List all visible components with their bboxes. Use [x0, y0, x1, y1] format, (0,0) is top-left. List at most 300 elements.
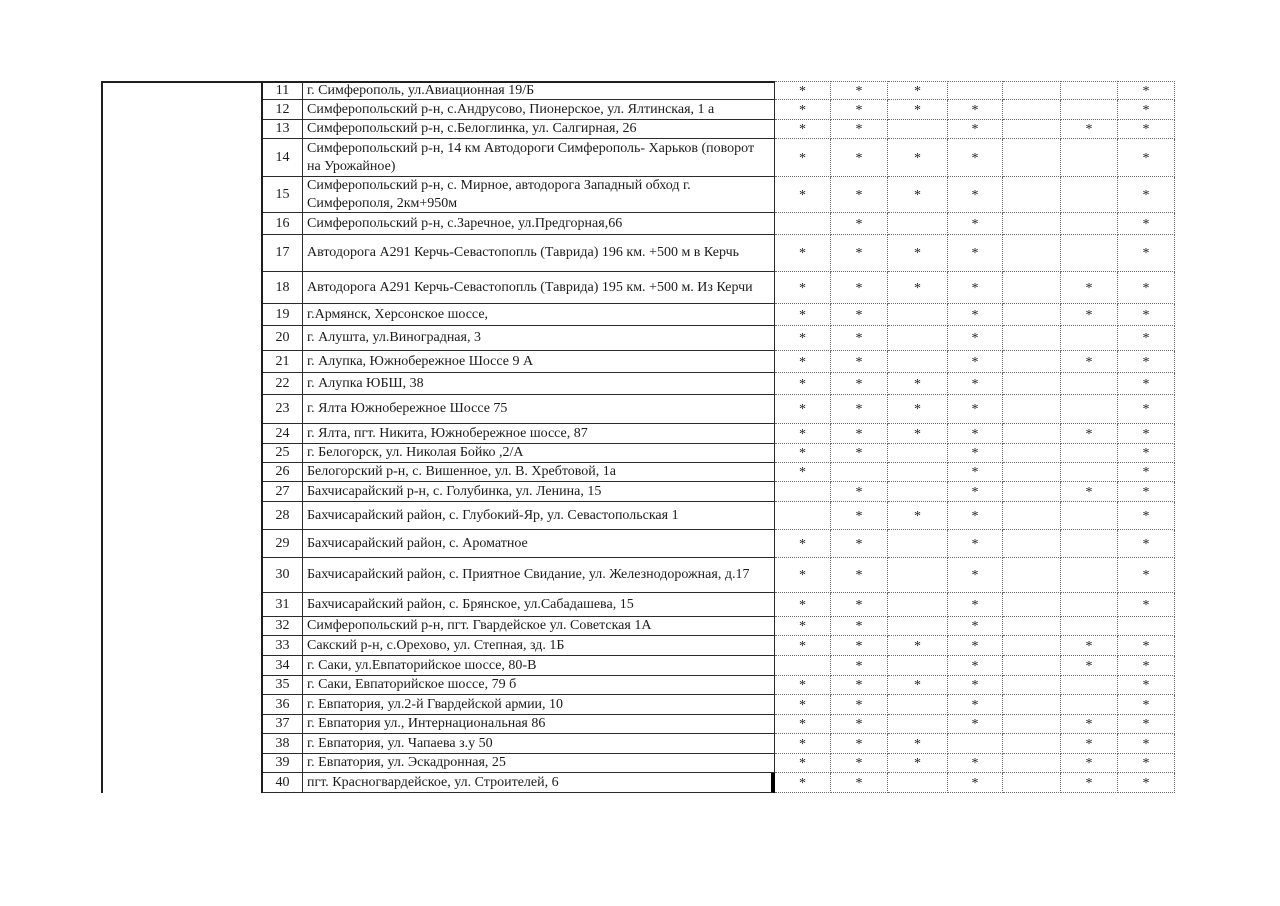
row-number-cell[interactable]: 20 [263, 326, 303, 351]
row-number-cell[interactable]: 15 [263, 177, 303, 213]
mark-cell[interactable] [775, 715, 831, 734]
row-number-cell[interactable]: 23 [263, 395, 303, 424]
mark-cell[interactable] [888, 558, 948, 593]
mark-cell[interactable] [948, 617, 1003, 636]
mark-cell[interactable] [1118, 177, 1175, 213]
mark-cell[interactable] [831, 120, 888, 139]
row-number-cell[interactable]: 40 [263, 773, 303, 793]
mark-cell[interactable] [775, 177, 831, 213]
mark-cell[interactable] [948, 656, 1003, 676]
mark-cell[interactable] [1003, 351, 1061, 373]
mark-cell[interactable] [948, 558, 1003, 593]
mark-cell[interactable] [888, 444, 948, 463]
mark-cell[interactable] [775, 734, 831, 754]
mark-cell[interactable] [948, 213, 1003, 235]
mark-cell[interactable] [948, 395, 1003, 424]
mark-cell[interactable] [1003, 120, 1061, 139]
mark-cell[interactable] [888, 715, 948, 734]
mark-cell[interactable] [1061, 617, 1118, 636]
row-number-cell[interactable]: 25 [263, 444, 303, 463]
mark-cell[interactable] [775, 656, 831, 676]
row-number-cell[interactable]: 18 [263, 272, 303, 304]
mark-cell[interactable] [1061, 558, 1118, 593]
row-number-cell[interactable]: 11 [263, 81, 303, 100]
mark-cell[interactable] [1118, 351, 1175, 373]
asterisk-mark: * [971, 658, 979, 674]
mark-cell[interactable] [1061, 593, 1118, 617]
mark-cell[interactable] [775, 463, 831, 482]
asterisk-mark: * [1142, 736, 1150, 752]
asterisk-mark: * [855, 484, 863, 500]
mark-cell[interactable] [1061, 734, 1118, 754]
mark-cell[interactable] [888, 676, 948, 695]
mark-cell[interactable] [1061, 463, 1118, 482]
mark-cell[interactable] [831, 773, 888, 793]
row-number-cell[interactable]: 34 [263, 656, 303, 676]
address-cell[interactable] [303, 636, 775, 656]
mark-cell[interactable] [775, 424, 831, 444]
mark-cell[interactable] [831, 734, 888, 754]
mark-cell[interactable] [888, 695, 948, 715]
mark-cell[interactable] [1118, 676, 1175, 695]
address-cell[interactable] [303, 177, 775, 213]
asterisk-mark: * [914, 246, 921, 261]
mark-cell[interactable] [888, 734, 948, 754]
mark-cell[interactable] [1061, 676, 1118, 695]
mark-cell[interactable] [948, 424, 1003, 444]
row-number-cell[interactable]: 26 [263, 463, 303, 482]
mark-cell[interactable] [1118, 754, 1175, 773]
mark-cell[interactable] [831, 530, 888, 558]
mark-cell[interactable] [1003, 177, 1061, 213]
mark-cell[interactable] [1061, 100, 1118, 120]
mark-cell[interactable] [775, 502, 831, 530]
mark-cell[interactable] [888, 395, 948, 424]
address-text: г. Ялта Южнобережное Шоссе 75 [307, 401, 508, 417]
mark-cell[interactable] [1118, 326, 1175, 351]
row-number-cell[interactable]: 39 [263, 754, 303, 773]
mark-cell[interactable] [1003, 395, 1061, 424]
address-cell[interactable] [303, 656, 775, 676]
mark-cell[interactable] [1118, 734, 1175, 754]
mark-cell[interactable] [775, 351, 831, 373]
mark-cell[interactable] [831, 463, 888, 482]
mark-cell[interactable] [1061, 326, 1118, 351]
mark-cell[interactable] [831, 715, 888, 734]
asterisk-mark: * [971, 484, 979, 500]
row-number-cell[interactable]: 38 [263, 734, 303, 754]
mark-cell[interactable] [888, 754, 948, 773]
row-number-cell[interactable]: 35 [263, 676, 303, 695]
address-cell[interactable] [303, 272, 775, 304]
mark-cell[interactable] [888, 177, 948, 213]
mark-cell[interactable] [1061, 695, 1118, 715]
mark-cell[interactable] [775, 773, 831, 793]
mark-cell[interactable] [775, 754, 831, 773]
table-row [263, 81, 1175, 100]
mark-cell[interactable] [888, 530, 948, 558]
mark-cell[interactable] [948, 482, 1003, 502]
address-cell[interactable] [303, 593, 775, 617]
mark-cell[interactable] [948, 502, 1003, 530]
mark-cell[interactable] [1061, 373, 1118, 395]
mark-cell[interactable] [775, 444, 831, 463]
address-text: г. Саки, Евпаторийское шоссе, 79 б [307, 677, 517, 693]
mark-cell[interactable] [775, 395, 831, 424]
mark-cell[interactable] [831, 656, 888, 676]
mark-cell[interactable] [888, 373, 948, 395]
address-cell[interactable] [303, 373, 775, 395]
mark-cell[interactable] [831, 676, 888, 695]
mark-cell[interactable] [1061, 120, 1118, 139]
mark-cell[interactable] [1061, 395, 1118, 424]
mark-cell[interactable] [775, 100, 831, 120]
row-number-cell[interactable]: 21 [263, 351, 303, 373]
mark-cell[interactable] [831, 100, 888, 120]
mark-cell[interactable] [888, 326, 948, 351]
mark-cell[interactable] [1118, 120, 1175, 139]
mark-cell[interactable] [888, 656, 948, 676]
row-number-cell[interactable]: 24 [263, 424, 303, 444]
mark-cell[interactable] [888, 463, 948, 482]
mark-cell[interactable] [1003, 593, 1061, 617]
mark-cell[interactable] [948, 120, 1003, 139]
mark-cell[interactable] [1061, 177, 1118, 213]
address-cell[interactable] [303, 424, 775, 444]
mark-cell[interactable] [1003, 444, 1061, 463]
mark-cell[interactable] [831, 444, 888, 463]
address-cell[interactable] [303, 139, 775, 177]
mark-cell[interactable] [1003, 139, 1061, 177]
mark-cell[interactable] [1118, 482, 1175, 502]
address-cell[interactable] [303, 304, 775, 326]
asterisk-mark: * [799, 307, 806, 323]
mark-cell[interactable] [831, 482, 888, 502]
mark-cell[interactable] [1003, 695, 1061, 715]
mark-cell[interactable] [1118, 373, 1175, 395]
mark-cell[interactable] [775, 213, 831, 235]
mark-cell[interactable] [948, 593, 1003, 617]
row-number-cell[interactable]: 33 [263, 636, 303, 656]
address-cell[interactable] [303, 120, 775, 139]
mark-cell[interactable] [831, 351, 888, 373]
address-text: г.Армянск, Херсонское шоссе, [307, 306, 489, 322]
mark-cell[interactable] [1061, 773, 1118, 793]
mark-cell[interactable] [831, 304, 888, 326]
address-cell[interactable] [303, 773, 775, 793]
mark-cell[interactable] [775, 695, 831, 715]
mark-cell[interactable] [1003, 326, 1061, 351]
mark-cell[interactable] [888, 593, 948, 617]
mark-cell[interactable] [1118, 81, 1175, 100]
mark-cell[interactable] [1118, 444, 1175, 463]
mark-cell[interactable] [1118, 213, 1175, 235]
mark-cell[interactable] [1003, 734, 1061, 754]
mark-cell[interactable] [948, 235, 1003, 272]
mark-cell[interactable] [831, 695, 888, 715]
mark-cell[interactable] [831, 636, 888, 656]
asterisk-mark: * [1142, 331, 1150, 346]
mark-cell[interactable] [831, 502, 888, 530]
address-text: Автодорога А291 Керчь-Севастопопль (Таврида) 195 км. +500 м. Из Керчи [307, 279, 753, 295]
address-cell[interactable] [303, 530, 775, 558]
mark-cell[interactable] [775, 482, 831, 502]
mark-cell[interactable] [1003, 636, 1061, 656]
mark-cell[interactable] [1003, 373, 1061, 395]
mark-cell[interactable] [775, 617, 831, 636]
mark-cell[interactable] [1118, 304, 1175, 326]
row-number-cell[interactable]: 28 [263, 502, 303, 530]
mark-cell[interactable] [1061, 235, 1118, 272]
address-cell[interactable] [303, 463, 775, 482]
mark-cell[interactable] [1003, 530, 1061, 558]
mark-cell[interactable] [1118, 695, 1175, 715]
mark-cell[interactable] [948, 734, 1003, 754]
mark-cell[interactable] [1061, 213, 1118, 235]
mark-cell[interactable] [1003, 235, 1061, 272]
mark-cell[interactable] [1003, 617, 1061, 636]
mark-cell[interactable] [1118, 463, 1175, 482]
mark-cell[interactable] [888, 304, 948, 326]
mark-cell[interactable] [948, 636, 1003, 656]
mark-cell[interactable] [775, 120, 831, 139]
mark-cell[interactable] [1118, 715, 1175, 734]
asterisk-mark: * [971, 354, 979, 370]
mark-cell[interactable] [831, 558, 888, 593]
mark-cell[interactable] [948, 373, 1003, 395]
address-cell[interactable] [303, 617, 775, 636]
mark-cell[interactable] [1061, 482, 1118, 502]
address-cell[interactable] [303, 235, 775, 272]
mark-cell[interactable] [1118, 558, 1175, 593]
left-empty-cell[interactable] [101, 81, 263, 793]
asterisk-mark: * [855, 678, 863, 693]
address-cell[interactable] [303, 81, 775, 100]
mark-cell[interactable] [831, 213, 888, 235]
table-row [263, 395, 1175, 424]
mark-cell[interactable] [1003, 773, 1061, 793]
row-number-cell[interactable]: 17 [263, 235, 303, 272]
mark-cell[interactable] [1003, 304, 1061, 326]
address-cell[interactable] [303, 213, 775, 235]
address-text: Сакский р-н, с.Орехово, ул. Степная, зд. 1Б [307, 637, 565, 653]
row-number-cell[interactable]: 14 [263, 139, 303, 177]
address-cell[interactable] [303, 676, 775, 695]
mark-cell[interactable] [831, 272, 888, 304]
mark-cell[interactable] [1061, 304, 1118, 326]
mark-cell[interactable] [831, 424, 888, 444]
mark-cell[interactable] [831, 326, 888, 351]
mark-cell[interactable] [1003, 272, 1061, 304]
row-number-cell[interactable]: 31 [263, 593, 303, 617]
mark-cell[interactable] [775, 530, 831, 558]
mark-cell[interactable] [1003, 754, 1061, 773]
mark-cell[interactable] [1061, 502, 1118, 530]
mark-cell[interactable] [948, 463, 1003, 482]
mark-cell[interactable] [948, 754, 1003, 773]
mark-cell[interactable] [831, 754, 888, 773]
mark-cell[interactable] [775, 272, 831, 304]
asterisk-mark: * [971, 508, 979, 524]
mark-cell[interactable] [1118, 235, 1175, 272]
mark-cell[interactable] [1061, 351, 1118, 373]
table-row [263, 139, 1175, 177]
mark-cell[interactable] [1118, 424, 1175, 444]
mark-cell[interactable] [775, 593, 831, 617]
asterisk-mark: * [971, 717, 979, 732]
mark-cell[interactable] [948, 773, 1003, 793]
mark-cell[interactable] [775, 81, 831, 100]
mark-cell[interactable] [1118, 617, 1175, 636]
mark-cell[interactable] [948, 100, 1003, 120]
mark-cell[interactable] [888, 120, 948, 139]
mark-cell[interactable] [775, 373, 831, 395]
row-number-cell[interactable]: 27 [263, 482, 303, 502]
address-cell[interactable] [303, 734, 775, 754]
mark-cell[interactable] [888, 100, 948, 120]
mark-cell[interactable] [1003, 715, 1061, 734]
mark-cell[interactable] [1003, 656, 1061, 676]
mark-cell[interactable] [1003, 463, 1061, 482]
row-number-cell[interactable]: 16 [263, 213, 303, 235]
address-cell[interactable] [303, 444, 775, 463]
mark-cell[interactable] [1003, 482, 1061, 502]
address-cell[interactable] [303, 100, 775, 120]
mark-cell[interactable] [948, 530, 1003, 558]
mark-cell[interactable] [1118, 656, 1175, 676]
mark-cell[interactable] [948, 326, 1003, 351]
mark-cell[interactable] [948, 177, 1003, 213]
address-cell[interactable] [303, 558, 775, 593]
asterisk-mark: * [799, 102, 806, 118]
mark-cell[interactable] [948, 444, 1003, 463]
mark-cell[interactable] [888, 139, 948, 177]
mark-cell[interactable] [888, 351, 948, 373]
mark-cell[interactable] [1118, 395, 1175, 424]
mark-cell[interactable] [888, 213, 948, 235]
mark-cell[interactable] [831, 373, 888, 395]
mark-cell[interactable] [888, 773, 948, 793]
mark-cell[interactable] [948, 351, 1003, 373]
mark-cell[interactable] [948, 695, 1003, 715]
row-number-cell[interactable]: 22 [263, 373, 303, 395]
mark-cell[interactable] [1118, 530, 1175, 558]
mark-cell[interactable] [1061, 444, 1118, 463]
mark-cell[interactable] [775, 676, 831, 695]
mark-cell[interactable] [948, 139, 1003, 177]
row-number-cell[interactable]: 19 [263, 304, 303, 326]
mark-cell[interactable] [831, 395, 888, 424]
mark-cell[interactable] [831, 617, 888, 636]
row-number-cell[interactable]: 37 [263, 715, 303, 734]
mark-cell[interactable] [948, 304, 1003, 326]
mark-cell[interactable] [1061, 754, 1118, 773]
mark-cell[interactable] [1118, 636, 1175, 656]
mark-cell[interactable] [1061, 636, 1118, 656]
mark-cell[interactable] [1061, 272, 1118, 304]
mark-cell[interactable] [775, 304, 831, 326]
mark-cell[interactable] [1003, 81, 1061, 100]
mark-cell[interactable] [775, 636, 831, 656]
address-text: Симферопольский р-н, пгт. Гвардейское ул. Советская 1А [307, 618, 652, 634]
mark-cell[interactable] [831, 235, 888, 272]
address-cell[interactable] [303, 395, 775, 424]
mark-cell[interactable] [948, 715, 1003, 734]
mark-cell[interactable] [1003, 676, 1061, 695]
mark-cell[interactable] [775, 139, 831, 177]
address-cell[interactable] [303, 326, 775, 351]
mark-cell[interactable] [831, 593, 888, 617]
mark-cell[interactable] [1061, 81, 1118, 100]
address-cell[interactable] [303, 502, 775, 530]
mark-cell[interactable] [1003, 424, 1061, 444]
mark-cell[interactable] [948, 81, 1003, 100]
mark-cell[interactable] [775, 235, 831, 272]
asterisk-mark: * [1142, 280, 1150, 296]
mark-cell[interactable] [1118, 773, 1175, 793]
table-row [263, 213, 1175, 235]
row-number-cell[interactable]: 29 [263, 530, 303, 558]
mark-cell[interactable] [888, 482, 948, 502]
row-number-cell[interactable]: 32 [263, 617, 303, 636]
address-cell[interactable] [303, 754, 775, 773]
mark-cell[interactable] [888, 272, 948, 304]
mark-cell[interactable] [1118, 272, 1175, 304]
mark-cell[interactable] [888, 636, 948, 656]
row-number-cell[interactable]: 36 [263, 695, 303, 715]
address-cell[interactable] [303, 695, 775, 715]
mark-cell[interactable] [888, 502, 948, 530]
asterisk-mark: * [799, 187, 806, 203]
row-number-cell[interactable]: 13 [263, 120, 303, 139]
address-text: г. Евпатория ул., Интернациональная 86 [307, 716, 546, 732]
mark-cell[interactable] [831, 81, 888, 100]
mark-cell[interactable] [1061, 656, 1118, 676]
mark-cell[interactable] [1003, 213, 1061, 235]
asterisk-mark: * [799, 83, 806, 99]
mark-cell[interactable] [1061, 424, 1118, 444]
table-row [263, 773, 1175, 793]
mark-cell[interactable] [1061, 139, 1118, 177]
address-cell[interactable] [303, 482, 775, 502]
mark-cell[interactable] [948, 676, 1003, 695]
mark-cell[interactable] [775, 558, 831, 593]
mark-cell[interactable] [888, 617, 948, 636]
mark-cell[interactable] [948, 272, 1003, 304]
mark-cell[interactable] [888, 81, 948, 100]
mark-cell[interactable] [775, 326, 831, 351]
mark-cell[interactable] [1118, 100, 1175, 120]
address-cell[interactable] [303, 715, 775, 734]
mark-cell[interactable] [1061, 715, 1118, 734]
mark-cell[interactable] [1003, 558, 1061, 593]
mark-cell[interactable] [831, 139, 888, 177]
mark-cell[interactable] [831, 177, 888, 213]
row-number-cell[interactable]: 30 [263, 558, 303, 593]
mark-cell[interactable] [1003, 502, 1061, 530]
mark-cell[interactable] [888, 235, 948, 272]
asterisk-mark: * [971, 216, 979, 232]
mark-cell[interactable] [1118, 502, 1175, 530]
mark-cell[interactable] [888, 424, 948, 444]
mark-cell[interactable] [1118, 139, 1175, 177]
row-number-cell[interactable]: 12 [263, 100, 303, 120]
mark-cell[interactable] [1061, 530, 1118, 558]
mark-cell[interactable] [1003, 100, 1061, 120]
mark-cell[interactable] [1118, 593, 1175, 617]
asterisk-mark: * [914, 376, 921, 392]
address-cell[interactable] [303, 351, 775, 373]
